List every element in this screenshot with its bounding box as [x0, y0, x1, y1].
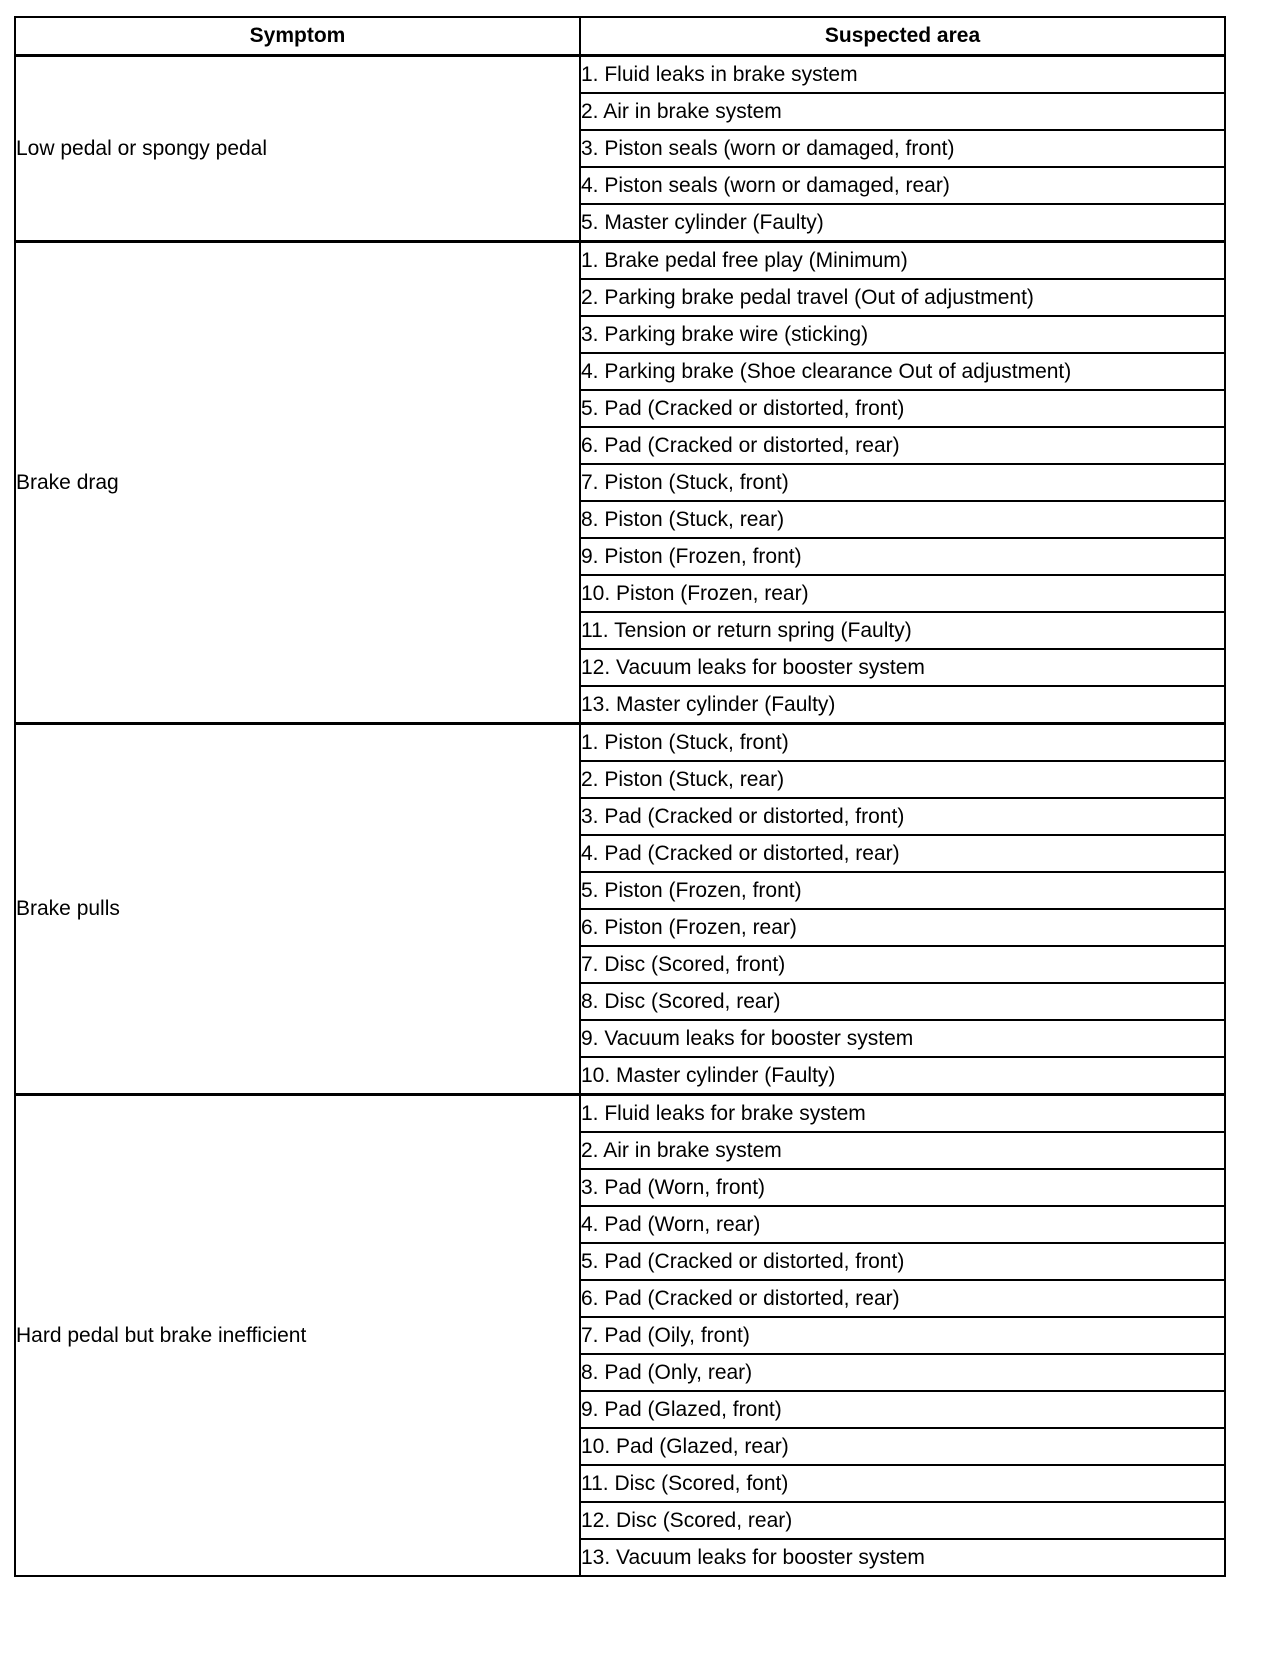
symptom-cell-low-pedal-or-spongy-pedal: Low pedal or spongy pedal: [15, 56, 580, 242]
suspected-area-cell: 13. Master cylinder (Faulty): [580, 686, 1225, 724]
suspected-area-cell: 3. Pad (Worn, front): [580, 1169, 1225, 1206]
suspected-area-cell: 7. Pad (Oily, front): [580, 1317, 1225, 1354]
suspected-area-cell: 11. Tension or return spring (Faulty): [580, 612, 1225, 649]
suspected-area-cell: 2. Air in brake system: [580, 93, 1225, 130]
suspected-area-cell: 8. Pad (Only, rear): [580, 1354, 1225, 1391]
suspected-area-cell: 4. Pad (Cracked or distorted, rear): [580, 835, 1225, 872]
suspected-area-cell: 6. Pad (Cracked or distorted, rear): [580, 427, 1225, 464]
suspected-area-cell: 2. Piston (Stuck, rear): [580, 761, 1225, 798]
symptom-cell-hard-pedal-but-brake-inefficient: Hard pedal but brake inefficient: [15, 1095, 580, 1577]
suspected-area-cell: 1. Piston (Stuck, front): [580, 724, 1225, 762]
suspected-area-cell: 6. Pad (Cracked or distorted, rear): [580, 1280, 1225, 1317]
suspected-area-cell: 7. Disc (Scored, front): [580, 946, 1225, 983]
suspected-area-cell: 2. Parking brake pedal travel (Out of adjustment): [580, 279, 1225, 316]
suspected-area-cell: 10. Master cylinder (Faulty): [580, 1057, 1225, 1095]
suspected-area-cell: 3. Pad (Cracked or distorted, front): [580, 798, 1225, 835]
symptom-cell-brake-pulls: Brake pulls: [15, 724, 580, 1095]
suspected-area-cell: 3. Parking brake wire (sticking): [580, 316, 1225, 353]
suspected-area-cell: 9. Vacuum leaks for booster system: [580, 1020, 1225, 1057]
table-header-row: [15, 17, 1225, 56]
suspected-area-cell: 4. Parking brake (Shoe clearance Out of adjustment): [580, 353, 1225, 390]
suspected-area-cell: 7. Piston (Stuck, front): [580, 464, 1225, 501]
suspected-area-cell: 13. Vacuum leaks for booster system: [580, 1539, 1225, 1576]
suspected-area-cell: 4. Pad (Worn, rear): [580, 1206, 1225, 1243]
suspected-area-cell: 10. Piston (Frozen, rear): [580, 575, 1225, 612]
table-row: [15, 56, 1225, 94]
suspected-area-cell: 5. Master cylinder (Faulty): [580, 204, 1225, 242]
suspected-area-cell: 12. Vacuum leaks for booster system: [580, 649, 1225, 686]
table-row: [15, 242, 1225, 280]
symptom-cell-brake-drag: Brake drag: [15, 242, 580, 724]
suspected-area-cell: 1. Fluid leaks in brake system: [580, 56, 1225, 94]
suspected-area-cell: 10. Pad (Glazed, rear): [580, 1428, 1225, 1465]
suspected-area-cell: 6. Piston (Frozen, rear): [580, 909, 1225, 946]
diagnosis-table: [14, 16, 1226, 1577]
suspected-area-cell: 3. Piston seals (worn or damaged, front): [580, 130, 1225, 167]
suspected-area-cell: 2. Air in brake system: [580, 1132, 1225, 1169]
suspected-area-cell: 8. Disc (Scored, rear): [580, 983, 1225, 1020]
table-row: [15, 1095, 1225, 1133]
suspected-area-cell: 5. Piston (Frozen, front): [580, 872, 1225, 909]
suspected-area-cell: 5. Pad (Cracked or distorted, front): [580, 1243, 1225, 1280]
suspected-area-cell: 1. Fluid leaks for brake system: [580, 1095, 1225, 1133]
table-body: [15, 56, 1225, 1577]
column-header-symptom: Symptom: [15, 17, 580, 56]
suspected-area-cell: 11. Disc (Scored, font): [580, 1465, 1225, 1502]
suspected-area-cell: 9. Piston (Frozen, front): [580, 538, 1225, 575]
diagnosis-table-container: [14, 16, 1224, 1577]
column-header-suspected-area: Suspected area: [580, 17, 1225, 56]
suspected-area-cell: 5. Pad (Cracked or distorted, front): [580, 390, 1225, 427]
suspected-area-cell: 9. Pad (Glazed, front): [580, 1391, 1225, 1428]
suspected-area-cell: 4. Piston seals (worn or damaged, rear): [580, 167, 1225, 204]
suspected-area-cell: 8. Piston (Stuck, rear): [580, 501, 1225, 538]
suspected-area-cell: 1. Brake pedal free play (Minimum): [580, 242, 1225, 280]
table-row: [15, 724, 1225, 762]
suspected-area-cell: 12. Disc (Scored, rear): [580, 1502, 1225, 1539]
